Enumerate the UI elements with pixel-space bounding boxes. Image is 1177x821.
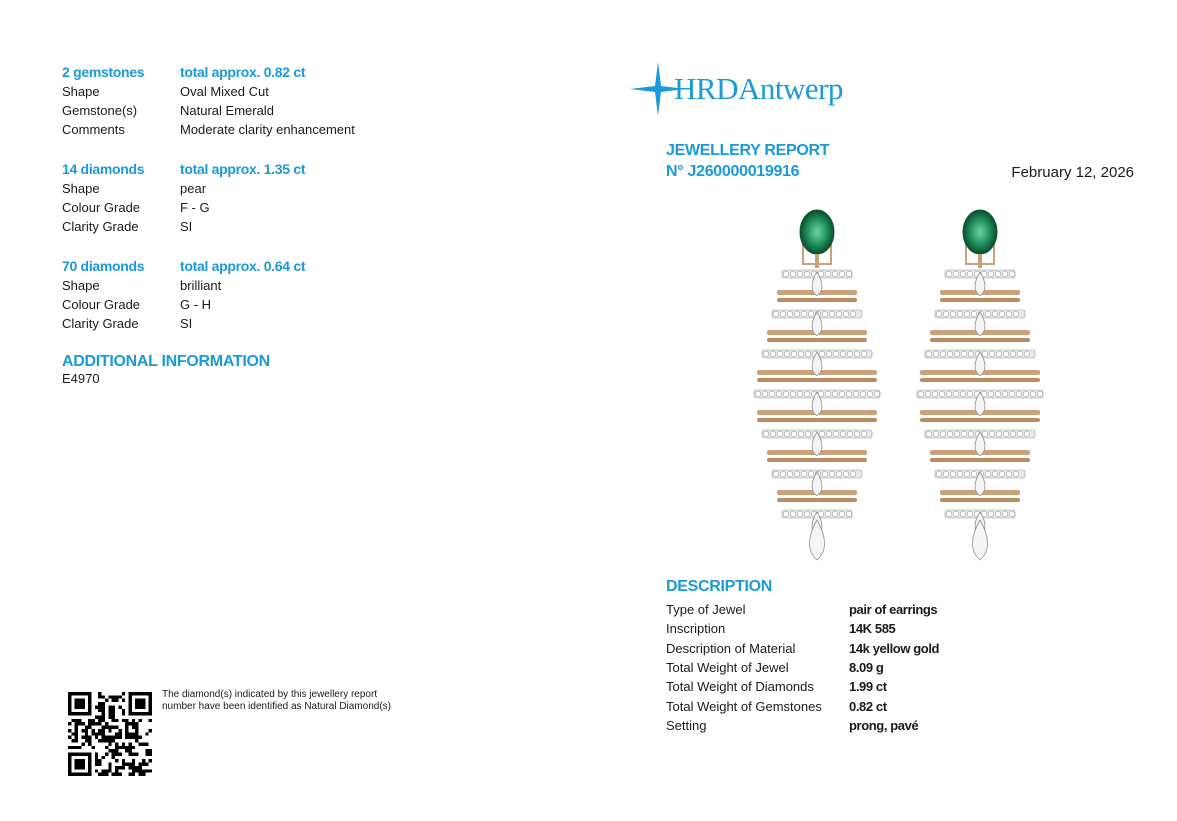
detail-row [62, 314, 542, 333]
description-section [666, 578, 1066, 735]
detail-label: Shape [62, 278, 100, 293]
description-value: prong, pavé [849, 717, 919, 733]
detail-value: SI [180, 316, 193, 331]
detail-value: F - G [180, 200, 210, 215]
description-row [666, 619, 1066, 638]
description-label: Setting [666, 717, 707, 733]
detail-row [62, 179, 542, 198]
logo-text-antwerp: Antwerp [737, 71, 843, 106]
description-label: Total Weight of Diamonds [666, 679, 814, 695]
gem-group-count: 70 diamonds [62, 258, 145, 274]
description-row [666, 600, 1066, 619]
gem-group-count: 14 diamonds [62, 161, 145, 177]
detail-row [62, 120, 542, 139]
description-row [666, 639, 1066, 658]
description-row [666, 716, 1066, 735]
detail-row [62, 101, 542, 120]
description-row [666, 677, 1066, 696]
description-label: Inscription [666, 621, 726, 637]
gem-group-emeralds [62, 62, 542, 139]
description-label: Type of Jewel [666, 602, 746, 618]
detail-value: pear [180, 181, 207, 196]
detail-value: Moderate clarity enhancement [180, 122, 355, 137]
description-value: 8.09 g [849, 660, 884, 676]
report-number: N° J260000019916 [666, 163, 800, 180]
description-value: 14k yellow gold [849, 640, 940, 656]
description-value: pair of earrings [849, 602, 938, 618]
detail-value: SI [180, 219, 193, 234]
logo-text-hrd: HRD [674, 71, 738, 106]
detail-label: Clarity Grade [62, 219, 139, 234]
gem-group-count: 2 gemstones [62, 64, 145, 80]
description-label: Total Weight of Jewel [666, 660, 789, 676]
detail-value: G - H [180, 297, 212, 312]
detail-label: Shape [62, 181, 100, 196]
earrings-photo [745, 202, 1055, 572]
detail-value: brilliant [180, 278, 222, 293]
description-label: Description of Material [666, 640, 796, 656]
description-label: Total Weight of Gemstones [666, 698, 822, 714]
detail-label: Clarity Grade [62, 316, 139, 331]
detail-row [62, 217, 542, 236]
description-row [666, 658, 1066, 677]
detail-label: Shape [62, 84, 100, 99]
gem-group-total: total approx. 1.35 ct [180, 161, 306, 177]
gem-group-total: total approx. 0.64 ct [180, 258, 306, 274]
detail-row [62, 82, 542, 101]
gem-group-total: total approx. 0.82 ct [180, 64, 306, 80]
detail-row [62, 198, 542, 217]
report-title: JEWELLERY REPORT [666, 142, 830, 159]
description-value: 0.82 ct [849, 698, 887, 714]
detail-value: Oval Mixed Cut [180, 84, 269, 99]
hrd-antwerp-logo [630, 62, 870, 116]
gem-group-pear-diamonds [62, 159, 542, 236]
additional-information-title: ADDITIONAL INFORMATION [62, 353, 270, 370]
detail-row [62, 276, 542, 295]
detail-label: Colour Grade [62, 200, 141, 215]
additional-information-value: E4970 [62, 371, 100, 386]
detail-value: Natural Emerald [180, 103, 274, 118]
qr-code-icon[interactable] [68, 692, 152, 776]
gemstone-details [62, 62, 542, 386]
natural-diamond-note: The diamond(s) indicated by this jewellery report number have been identified as Natural Diamond(s) [162, 689, 392, 712]
detail-label: Colour Grade [62, 297, 141, 312]
detail-label: Gemstone(s) [62, 103, 138, 118]
description-row [666, 696, 1066, 715]
logo-wordmark [674, 71, 843, 107]
description-value: 14K 585 [849, 621, 896, 637]
detail-label: Comments [62, 122, 125, 137]
gem-group-brilliant-diamonds [62, 256, 542, 333]
report-date: February 12, 2026 [1011, 164, 1134, 181]
description-value: 1.99 ct [849, 679, 887, 695]
description-title: DESCRIPTION [666, 578, 773, 595]
detail-row [62, 295, 542, 314]
